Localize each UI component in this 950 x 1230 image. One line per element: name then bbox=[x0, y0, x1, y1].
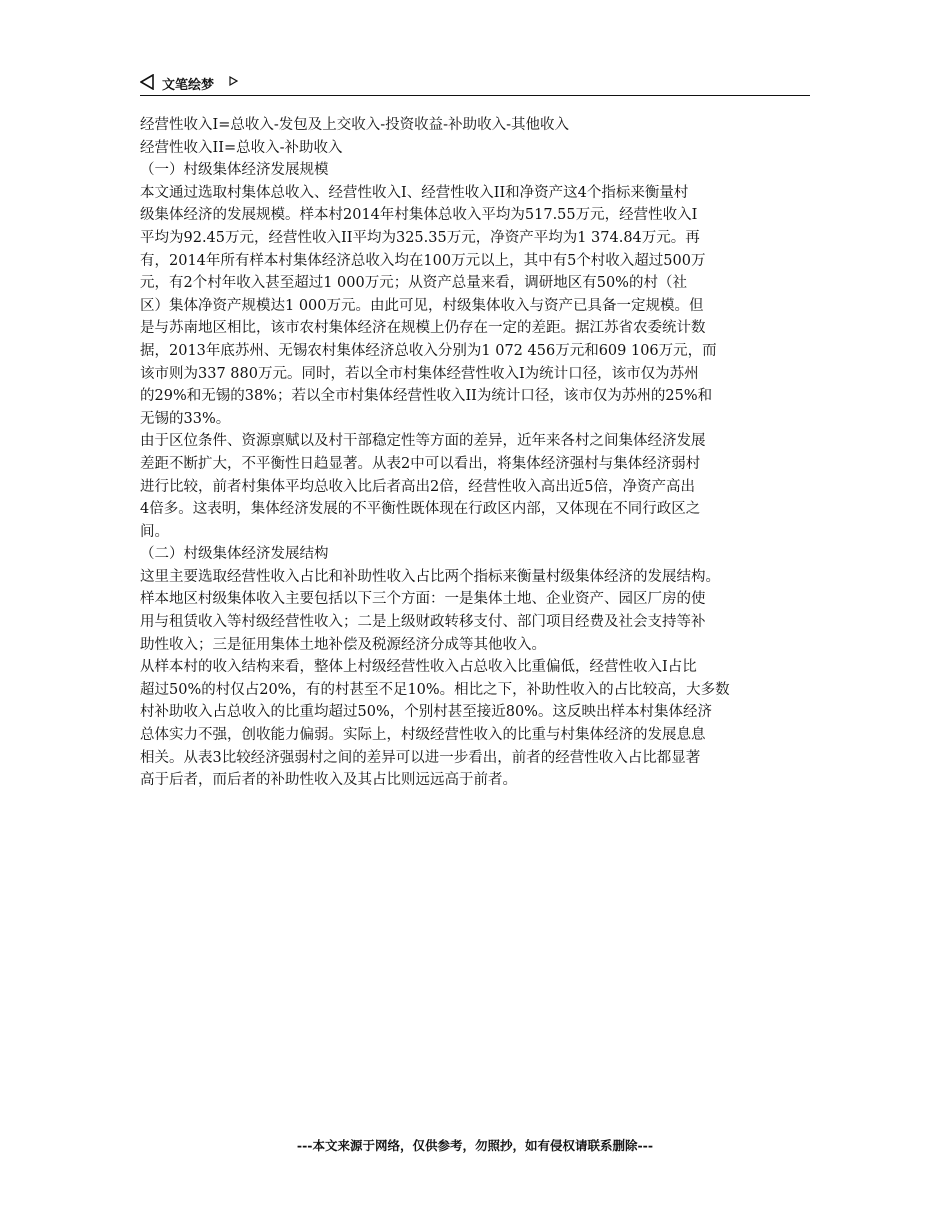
text-line: 无锡的33%。 bbox=[140, 410, 231, 427]
text-line: 这里主要选取经营性收入占比和补助性收入占比两个指标来衡量村级集体经济的发展结构。 bbox=[140, 568, 720, 585]
text-line: 总体实力不强，创收能力偏弱。实际上，村级经营性收入的比重与村集体经济的发展息息 bbox=[140, 727, 706, 744]
text-line: 从样本村的收入结构来看，整体上村级经营性收入占总收入比重偏低，经营性收入I占比 bbox=[140, 659, 697, 676]
text-line: 有，2014年所有样本村集体经济总收入均在100万元以上，其中有5个村收入超过500万 bbox=[140, 252, 706, 269]
text-line: 差距不断扩大，不平衡性日趋显著。从表2中可以看出，将集体经济强村与集体经济弱村 bbox=[140, 455, 701, 472]
text-line: 元，有2个村年收入甚至超过1 000万元；从资产总量来看，调研地区有50%的村（社 bbox=[140, 275, 687, 292]
document-body bbox=[140, 114, 820, 792]
text-line: 间。 bbox=[140, 523, 169, 540]
text-line: 样本地区村级集体收入主要包括以下三个方面：一是集体土地、企业资产、园区厂房的使 bbox=[140, 591, 706, 608]
text-line: 平均为92.45万元，经营性收入II平均为325.35万元，净资产平均为1 374.84万元。再 bbox=[140, 229, 700, 246]
text-line: 经营性收入I=总收入-发包及上交收入-投资收益-补助收入-其他收入 bbox=[140, 117, 569, 133]
text-line: 据，2013年底苏州、无锡农村集体经济总收入分别为1 072 456万元和609 106万元，而 bbox=[140, 342, 717, 359]
text-line: 该市则为337 880万元。同时，若以全市村集体经营性收入I为统计口径，该市仅为苏州 bbox=[140, 365, 699, 382]
text-line: 由于区位条件、资源禀赋以及村干部稳定性等方面的差异，近年来各村之间集体经济发展 bbox=[140, 433, 706, 450]
text-line: 超过50%的村仅占20%，有的村甚至不足10%。相比之下，补助性收入的占比较高，大多数 bbox=[140, 681, 730, 698]
text-line: 高于后者，而后者的补助性收入及其占比则远远高于前者。 bbox=[140, 772, 517, 789]
brand-title: 文笔绘梦 bbox=[162, 78, 215, 93]
text-line: 助性收入；三是征用集体土地补偿及税源经济分成等其他收入。 bbox=[140, 636, 546, 653]
text-line: 相关。从表3比较经济强弱村之间的差异可以进一步看出，前者的经营性收入占比都显著 bbox=[140, 749, 701, 766]
text-line: 进行比较，前者村集体平均总收入比后者高出2倍，经营性收入高出近5倍，净资产高出 bbox=[140, 478, 695, 495]
text-line: 本文通过选取村集体总收入、经营性收入I、经营性收入II和净资产这4个指标来衡量村 bbox=[140, 184, 689, 201]
page-header bbox=[140, 72, 810, 96]
text-line: 4倍多。这表明，集体经济发展的不平衡性既体现在行政区内部，又体现在不同行政区之 bbox=[140, 501, 701, 518]
text-line: 经营性收入II=总收入-补助收入 bbox=[140, 139, 343, 156]
text-line: 区）集体净资产规模达1 000万元。由此可见，村级集体收入与资产已具备一定规模。但 bbox=[140, 297, 704, 314]
triangle-right-icon bbox=[229, 76, 238, 86]
text-line: 级集体经济的发展规模。样本村2014年村集体总收入平均为517.55万元，经营性收入I bbox=[140, 207, 698, 224]
text-line: 的29%和无锡的38%；若以全市村集体经营性收入II为统计口径，该市仅为苏州的25%和 bbox=[140, 388, 713, 405]
text-line: （二）村级集体经济发展结构 bbox=[140, 546, 329, 563]
text-line: 用与租赁收入等村级经营性收入；二是上级财政转移支付、部门项目经费及社会支持等补 bbox=[140, 614, 706, 631]
text-line: 村补助收入占总收入的比重均超过50%，个别村甚至接近80%。这反映出样本村集体经济 bbox=[140, 704, 712, 721]
triangle-left-icon bbox=[140, 74, 154, 90]
text-line: （一）村级集体经济发展规模 bbox=[140, 162, 329, 179]
text-line: 是与苏南地区相比，该市农村集体经济在规模上仍存在一定的差距。据江苏省农委统计数 bbox=[140, 320, 706, 337]
footer-disclaimer: ---本文来源于网络，仅供参考，勿照抄，如有侵权请联系删除--- bbox=[296, 1138, 654, 1153]
